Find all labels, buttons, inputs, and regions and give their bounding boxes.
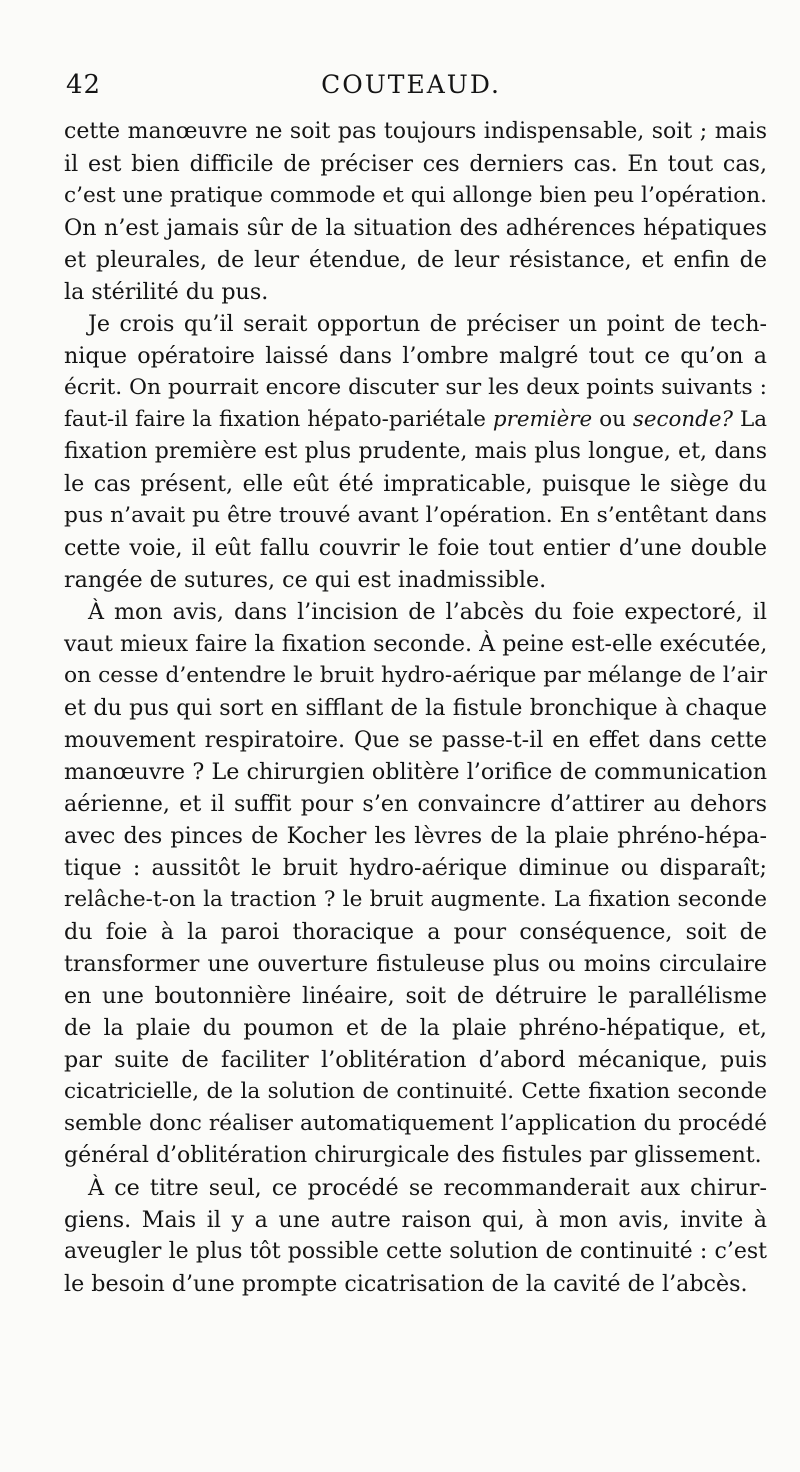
text-line: aérienne, et il suffit pour s’en convaincre d’attirer au dehors bbox=[64, 791, 767, 817]
text-line: le cas présent, elle eût été impraticable, puisque le siège du bbox=[64, 471, 767, 497]
text-line: relâche-t-on la traction ? le bruit augmente. La fixation seconde bbox=[64, 887, 767, 912]
italic-term: première bbox=[492, 407, 593, 432]
text-segment: La bbox=[733, 407, 767, 432]
text-line: on cesse d’entendre le bruit hydro-aérique par mélange de l’air bbox=[64, 663, 768, 688]
text-line: cicatricielle, de la solution de continuité. Cette fixation seconde bbox=[64, 1079, 767, 1104]
text-line: À ce titre seul, ce procédé se recommanderait aux chirur- bbox=[88, 1175, 767, 1201]
running-title: COUTEAUD. bbox=[321, 70, 501, 99]
italic-term: seconde? bbox=[632, 407, 733, 432]
text-line: On n’est jamais sûr de la situation des adhérences hépatiques bbox=[64, 215, 767, 241]
text-segment: faut-il faire la fixation hépato-pariétale bbox=[64, 407, 493, 432]
text-line: général d’oblitération chirurgicale des fistules par glissement. bbox=[64, 1143, 762, 1168]
text-line: semble donc réaliser automatiquement l’application du procédé bbox=[64, 1111, 767, 1136]
text-line: manœuvre ? Le chirurgien oblitère l’orifice de communication bbox=[64, 759, 767, 785]
text-line-with-italics bbox=[64, 404, 767, 436]
text-line: vaut mieux faire la fixation seconde. À peine est-elle exécutée, bbox=[64, 631, 768, 657]
text-line: la stérilité du pus. bbox=[64, 279, 269, 305]
text-line: Je crois qu’il serait opportun de préciser un point de tech- bbox=[88, 311, 767, 337]
text-line: giens. Mais il y a une autre raison qui, à mon avis, invite à bbox=[64, 1207, 767, 1233]
page-number: 42 bbox=[66, 70, 102, 100]
text-line: mouvement respiratoire. Que se passe-t-il en effet dans cette bbox=[64, 727, 767, 753]
text-line: et du pus qui sort en sifflant de la fistule bronchique à chaque bbox=[64, 695, 767, 721]
text-line: le besoin d’une prompte cicatrisation de la cavité de l’abcès. bbox=[64, 1271, 748, 1297]
text-line: cette voie, il eût fallu couvrir le foie tout entier d’une double bbox=[64, 535, 767, 561]
text-line: nique opératoire laissé dans l’ombre malgré tout ce qu’on a bbox=[64, 343, 767, 369]
text-line: fixation première est plus prudente, mais plus longue, et, dans bbox=[64, 439, 767, 464]
text-line: de la plaie du poumon et de la plaie phréno-hépatique, et, bbox=[64, 1015, 767, 1041]
text-line: À mon avis, dans l’incision de l’abcès du foie expectoré, il bbox=[88, 599, 767, 625]
text-line: c’est une pratique commode et qui allonge bien peu l’opération. bbox=[64, 183, 767, 208]
text-line: du foie à la paroi thoracique a pour conséquence, soit de bbox=[64, 919, 767, 945]
body-text bbox=[64, 116, 767, 1300]
text-line: pus n’avait pu être trouvé avant l’opération. En s’entêtant dans bbox=[64, 503, 767, 528]
text-line: il est bien difficile de préciser ces derniers cas. En tout cas, bbox=[64, 151, 767, 177]
text-line: avec des pinces de Kocher les lèvres de la plaie phréno-hépa- bbox=[64, 823, 767, 849]
page-header bbox=[66, 70, 756, 110]
text-line: aveugler le plus tôt possible cette solution de continuité : c’est bbox=[64, 1239, 767, 1264]
text-line: et pleurales, de leur étendue, de leur résistance, et enfin de bbox=[64, 247, 767, 273]
text-segment: ou bbox=[592, 407, 633, 432]
text-line: tique : aussitôt le bruit hydro-aérique diminue ou disparaît; bbox=[64, 855, 767, 881]
text-line: cette manœuvre ne soit pas toujours indispensable, soit ; mais bbox=[64, 119, 767, 144]
text-line: rangée de sutures, ce qui est inadmissible. bbox=[64, 567, 547, 593]
text-line: en une boutonnière linéaire, soit de détruire le parallélisme bbox=[64, 983, 767, 1009]
text-line: transformer une ouverture fistuleuse plus ou moins circulaire bbox=[64, 951, 767, 977]
text-line: par suite de faciliter l’oblitération d’abord mécanique, puis bbox=[64, 1047, 767, 1073]
text-line: écrit. On pourrait encore discuter sur les deux points suivants : bbox=[64, 375, 767, 400]
